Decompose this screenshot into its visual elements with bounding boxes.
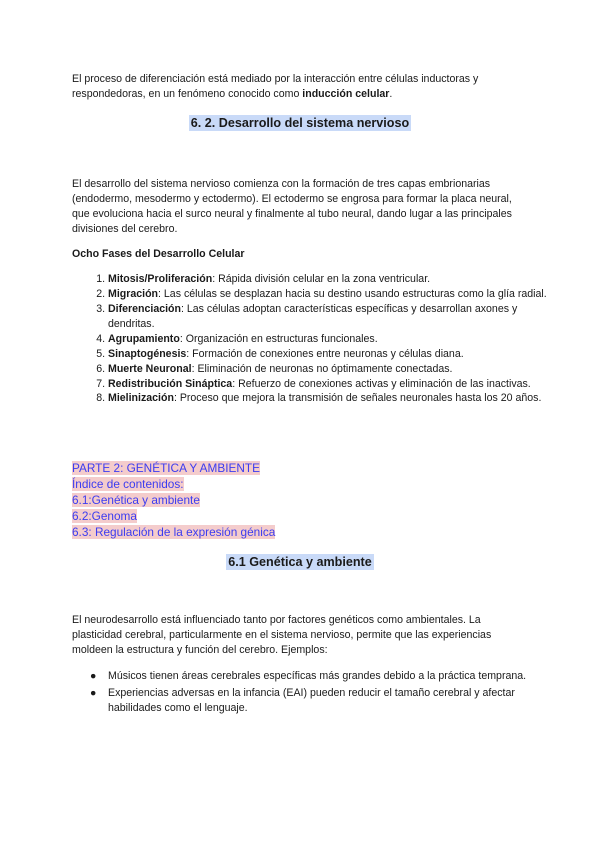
phases-list: [72, 272, 558, 406]
phase-desc: : Refuerzo de conexiones activas y eliminación de las inactivas.: [232, 377, 531, 390]
toc-item-text[interactable]: 6.2:Genoma: [72, 509, 137, 523]
table-of-contents: [72, 460, 275, 540]
phase-desc: : Proceso que mejora la transmisión de señales neuronales hasta los 20 años.: [173, 392, 542, 405]
phase-desc: : Eliminación de neuronas no óptimamente conectadas.: [191, 362, 453, 375]
bullet-icon: ●: [90, 670, 97, 682]
example-text: Músicos tienen áreas cerebrales específicas más grandes debido a la práctica temprana.: [108, 670, 527, 682]
list-item: [108, 362, 558, 377]
heading-nervous-system: [0, 116, 600, 130]
phase-term: Diferenciación: [108, 302, 182, 315]
list-item: [108, 332, 558, 347]
intro-bold-term: inducción celular: [302, 88, 390, 100]
list-item: [108, 347, 558, 362]
phases-title: Ocho Fases del Desarrollo Celular: [72, 248, 245, 260]
heading-genetics-text: 6.1 Genética y ambiente: [228, 555, 372, 569]
toc-part-title-text: PARTE 2: GENÉTICA Y AMBIENTE: [72, 461, 260, 475]
phase-desc: : Las células adoptan características específicas y desarrollan axones y dendritas.: [108, 302, 518, 330]
phase-term: Muerte Neuronal: [108, 362, 192, 375]
toc-part-title: [72, 460, 275, 476]
list-item: [108, 302, 558, 331]
example-text: Experiencias adversas en la infancia (EAI) pueden reducir el tamaño cerebral y afectar habilidades como el lenguaje.: [108, 687, 515, 714]
intro-text: El proceso de diferenciación está mediado por la interacción entre células inductoras y respondedoras, en un fenómeno conocido como: [72, 73, 479, 100]
phase-term: Agrupamiento: [108, 332, 180, 345]
phase-term: Sinaptogénesis: [108, 347, 187, 360]
list-item: [90, 669, 558, 684]
nervous-system-paragraph: El desarrollo del sistema nervioso comienza con la formación de tres capas embrionarias (endodermo, mesodermo y ectodermo). El ectodermo se engrosa para formar la placa neural, que evoluciona hacia el surco neural y finalmente al tubo neural, dando lugar a las principales divisiones del cerebro.: [72, 178, 512, 235]
phase-desc: : Formación de conexiones entre neuronas y células diana.: [186, 347, 464, 360]
phase-desc: : Organización en estructuras funcionales.: [179, 332, 378, 345]
phase-term: Mielinización: [108, 392, 174, 405]
heading-genetics: [0, 555, 600, 569]
list-item: [90, 686, 558, 716]
phase-term: Redistribución Sináptica: [108, 377, 233, 390]
list-item: [108, 377, 558, 392]
list-item: [108, 272, 558, 287]
bullet-icon: ●: [90, 687, 97, 699]
phase-desc: : Rápida división celular en la zona ventricular.: [212, 273, 431, 285]
intro-text-end: .: [389, 88, 393, 100]
toc-item[interactable]: [72, 492, 275, 508]
toc-contents-label: [72, 476, 275, 492]
phase-term: Migración: [108, 287, 159, 300]
heading-nervous-system-text: 6. 2. Desarrollo del sistema nervioso: [190, 116, 410, 130]
toc-contents-label-text: Índice de contenidos:: [72, 477, 184, 491]
phase-desc: : Las células se desplazan hacia su destino usando estructuras como la glía radial.: [158, 287, 547, 300]
genetics-paragraph: El neurodesarrollo está influenciado tanto por factores genéticos como ambientales. La plasticidad cerebral, particularmente en el sistema nervioso, permite que las experiencias moldeen la estructura y función del cerebro. Ejemplos:: [72, 614, 492, 656]
toc-item-text[interactable]: 6.3: Regulación de la expresión génica: [72, 525, 276, 539]
toc-item[interactable]: [72, 524, 275, 540]
toc-item-text[interactable]: 6.1:Genética y ambiente: [72, 493, 200, 507]
intro-paragraph: [72, 72, 524, 102]
list-item: [108, 287, 558, 302]
list-item: [108, 391, 558, 406]
phase-term: Mitosis/Proliferación: [108, 273, 213, 285]
toc-item[interactable]: [72, 508, 275, 524]
examples-list: [72, 669, 558, 718]
